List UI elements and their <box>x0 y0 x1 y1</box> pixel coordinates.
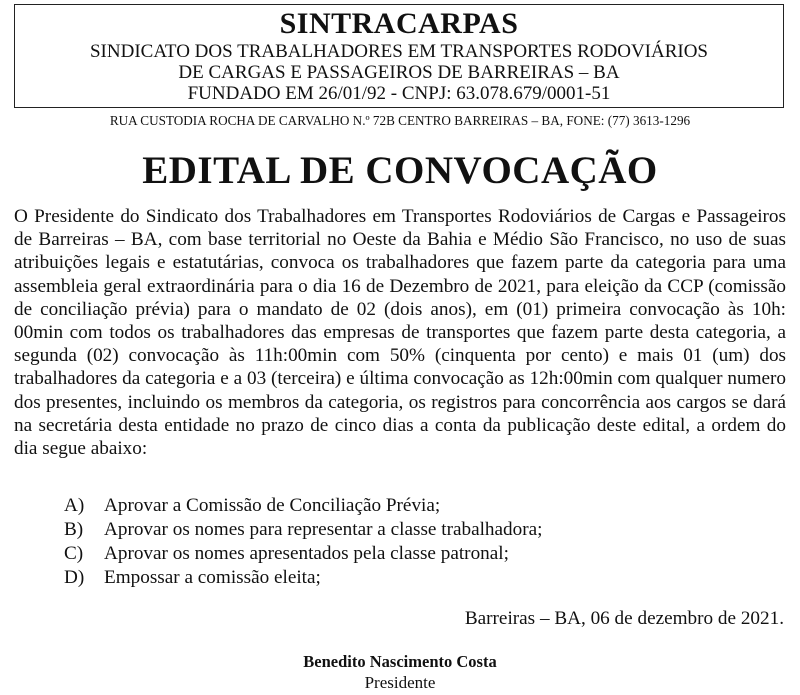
agenda-item-text: Empossar a comissão eleita; <box>104 567 321 588</box>
agenda-item-text: Aprovar a Comissão de Conciliação Prévia; <box>104 495 441 516</box>
agenda-item-marker: D) <box>64 567 85 588</box>
document-title: EDITAL DE CONVOCAÇÃO <box>142 149 658 192</box>
agenda-item <box>64 542 764 566</box>
agenda-item <box>64 494 764 518</box>
agenda-item-marker: C) <box>64 543 84 564</box>
agenda-item-marker: B) <box>64 519 84 540</box>
org-full-name-line-1: SINDICATO DOS TRABALHADORES EM TRANSPORTES RODOVIÁRIOS <box>89 41 709 62</box>
signer-role: Presidente <box>364 673 436 692</box>
agenda-list <box>64 494 764 590</box>
place-and-date: Barreiras – BA, 06 de dezembro de 2021. <box>464 608 784 629</box>
org-founding-cnpj: FUNDADO EM 26/01/92 - CNPJ: 63.078.679/0001-51 <box>187 83 611 104</box>
agenda-item <box>64 566 764 590</box>
notice-body: O Presidente do Sindicato dos Trabalhadores em Transportes Rodoviários de Cargas e Passageiros de Barreiras – BA, com base territorial no Oeste da Bahia e Médio São Francisco, no uso de suas atribuições legais e estatutárias, convoca os trabalhadores que fazem parte da categoria para uma assembleia geral extraordinária para o dia 16 de Dezembro de 2021, para eleição da CCP (comissão de conciliação prévia) para o mandato de 02 (dois anos), em (01) primeira convocação às 10h: 00min com todos os trabalhadores das empresas de transportes que fazem parte desta categoria, a segunda (02) convocação às 11h:00min com 50% (cinquenta por cento) e mais 01 (um) dos trabalhadores da categoria e a 03 (terceira) e última convocação as 12h:00min com qualquer numero dos presentes, incluindo os membros da categoria, os registros para concorrência aos cargos se dará na secretária desta entidade no prazo de cinco dias a conta da publicação deste edital, a ordem do dia segue abaixo: <box>14 206 786 460</box>
agenda-item <box>64 518 764 542</box>
letterhead <box>14 4 784 108</box>
signer-name: Benedito Nascimento Costa <box>303 652 497 671</box>
agenda-item-text: Aprovar os nomes para representar a classe trabalhadora; <box>104 519 543 540</box>
agenda-item-marker: A) <box>64 495 85 516</box>
org-address: RUA CUSTODIA ROCHA DE CARVALHO N.º 72B CENTRO BARREIRAS – BA, FONE: (77) 3613-1296 <box>109 113 691 128</box>
agenda-item-text: Aprovar os nomes apresentados pela classe patronal; <box>104 543 509 564</box>
org-full-name-line-2: DE CARGAS E PASSAGEIROS DE BARREIRAS – BA <box>178 62 620 83</box>
org-name: SINTRACARPAS <box>279 7 519 40</box>
